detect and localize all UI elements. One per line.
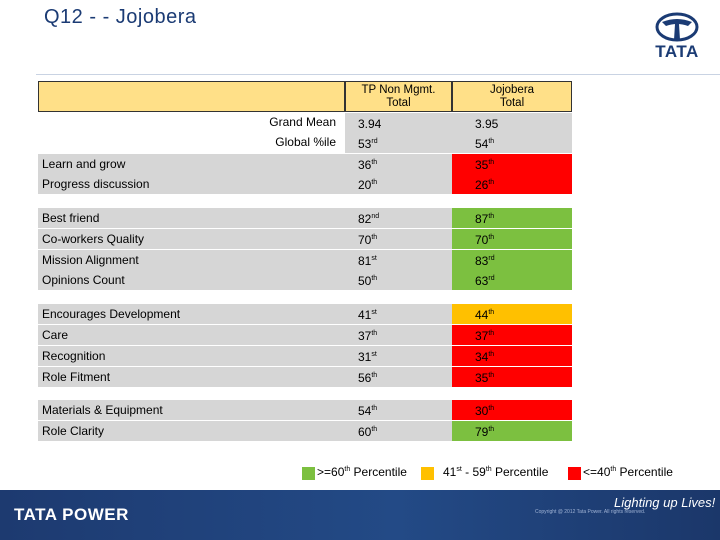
column-header-tp: TP Non Mgmt. Total: [361, 84, 436, 109]
slide-title: Q12 - - Jojobera: [44, 6, 197, 28]
tata-logo-text: TATA: [655, 42, 699, 61]
row-label: Opinions Count: [42, 273, 125, 287]
row-label: Mission Alignment: [42, 253, 139, 267]
jojobera-band-fill: [452, 421, 572, 441]
jojobera-value: 54th: [475, 137, 495, 151]
jojobera-value: 83rd: [475, 254, 495, 268]
row-label: Recognition: [42, 349, 106, 363]
row-divider: [38, 441, 572, 442]
row-divider: [38, 345, 572, 346]
jojobera-value: 70th: [475, 233, 495, 247]
jojobera-value: 87th: [475, 212, 495, 226]
legend-swatch-red: [568, 467, 581, 480]
tp-value: 82nd: [358, 212, 380, 226]
jojobera-band-fill: [452, 400, 572, 420]
summary-row-label: Global %ile: [275, 135, 336, 149]
tp-value: 37th: [358, 329, 378, 343]
row-label: Care: [42, 328, 69, 342]
footer-tagline: Lighting up Lives!: [614, 495, 716, 510]
jojobera-value: 34th: [475, 350, 495, 364]
legend-label-green: >=60th Percentile: [317, 465, 407, 479]
jojobera-band-fill: [452, 367, 572, 387]
tp-value: 70th: [358, 233, 378, 247]
jojobera-band-fill: [452, 325, 572, 345]
row-label: Progress discussion: [42, 177, 150, 191]
jojobera-band-fill: [452, 270, 572, 290]
tata-power-logo: TATA POWER: [14, 505, 129, 524]
tp-value: 81st: [358, 254, 377, 268]
row-label: Role Fitment: [42, 370, 111, 384]
jojobera-value: 79th: [475, 425, 495, 439]
row-divider: [38, 399, 572, 400]
tp-value: 36th: [358, 158, 378, 172]
jojobera-value: 37th: [475, 329, 495, 343]
row-divider: [38, 387, 572, 388]
tp-value: 3.94: [358, 117, 382, 131]
tp-value: 20th: [358, 178, 378, 192]
jojobera-value: 63rd: [475, 274, 495, 288]
jojobera-value: 26th: [475, 178, 495, 192]
header-blank-cell: [38, 81, 345, 112]
tp-value: 54th: [358, 404, 378, 418]
legend-label-yellow: 41st - 59th Percentile: [443, 465, 549, 479]
tp-value: 60th: [358, 425, 378, 439]
row-label: Materials & Equipment: [42, 403, 163, 417]
jojobera-band-fill: [452, 174, 572, 194]
summary-row-bg: [345, 133, 572, 153]
tp-value: 50th: [358, 274, 378, 288]
jojobera-value: 3.95: [475, 117, 499, 131]
row-divider: [38, 290, 572, 291]
jojobera-value: 35th: [475, 371, 495, 385]
tp-value: 41st: [358, 308, 377, 322]
row-label: Role Clarity: [42, 424, 105, 438]
jojobera-band-fill: [452, 346, 572, 366]
row-label: Best friend: [42, 211, 100, 225]
row-label: Co-workers Quality: [42, 232, 145, 246]
jojobera-band-fill: [452, 250, 572, 270]
legend-swatch-green: [302, 467, 315, 480]
row-divider: [38, 303, 572, 304]
jojobera-value: 35th: [475, 158, 495, 172]
jojobera-value: 44th: [475, 308, 495, 322]
row-divider: [38, 153, 572, 154]
row-label: Encourages Development: [42, 307, 181, 321]
footer-copyright: Copyright @ 2012 Tata Power. All rights reserved.: [535, 509, 646, 515]
summary-row-label: Grand Mean: [269, 115, 336, 129]
legend-swatch-yellow: [421, 467, 434, 480]
row-divider: [38, 194, 572, 195]
row-label: Learn and grow: [42, 157, 126, 171]
row-divider: [38, 249, 572, 250]
tp-value: 56th: [358, 371, 378, 385]
jojobera-band-fill: [452, 154, 572, 174]
jojobera-value: 30th: [475, 404, 495, 418]
row-divider: [38, 207, 572, 208]
jojobera-band-fill: [452, 304, 572, 324]
title-divider: [36, 74, 720, 75]
jojobera-band-fill: [452, 229, 572, 249]
tp-value: 53rd: [358, 137, 378, 151]
jojobera-band-fill: [452, 208, 572, 228]
column-header-jojobera: Jojobera Total: [489, 84, 535, 109]
legend-label-red: <=40th Percentile: [583, 465, 673, 479]
tp-value: 31st: [358, 350, 377, 364]
